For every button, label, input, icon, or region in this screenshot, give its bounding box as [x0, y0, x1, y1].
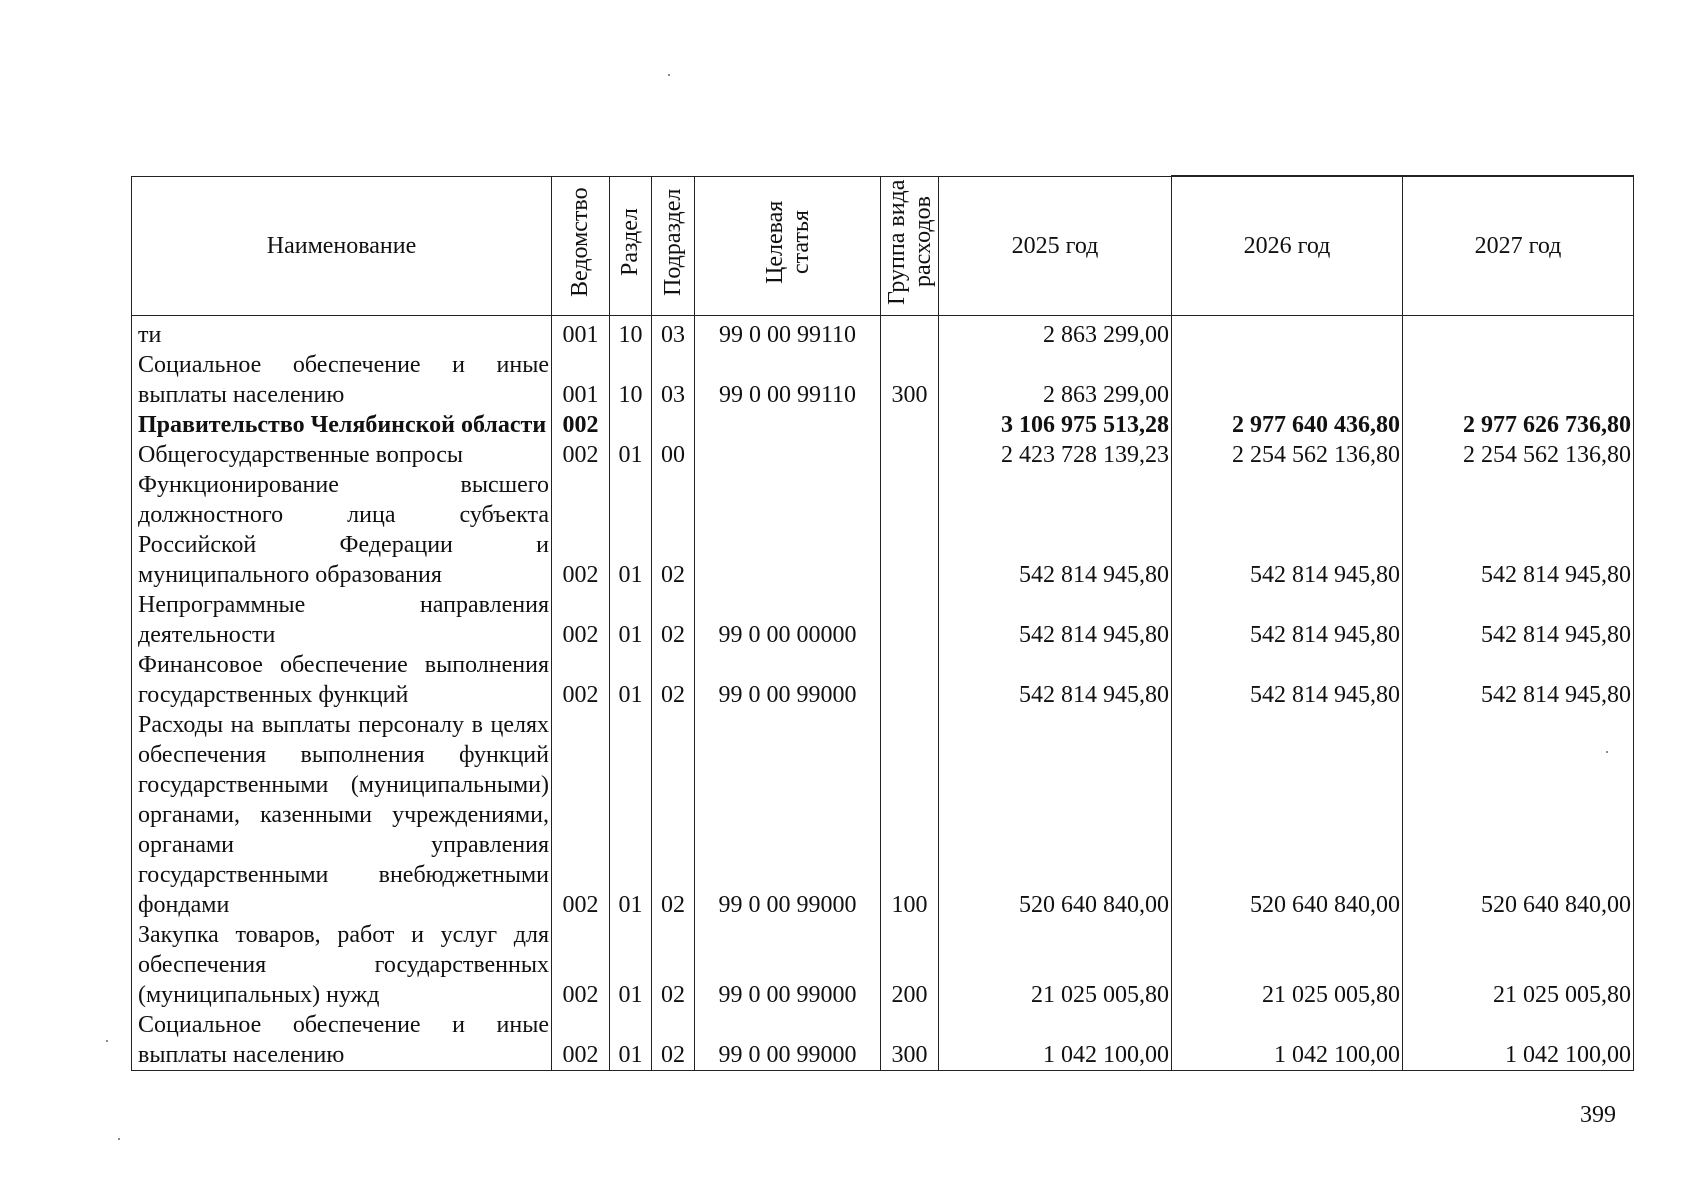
cell-year-2026	[1172, 350, 1403, 410]
cell-year-2027: 21 025 005,80	[1403, 920, 1634, 1010]
cell-section: 01	[610, 710, 652, 920]
cell-year-2026: 542 814 945,80	[1172, 590, 1403, 650]
scan-speck	[668, 74, 670, 76]
cell-year-2027: 2 977 626 736,80	[1403, 410, 1634, 440]
cell-year-2026: 2 977 640 436,80	[1172, 410, 1403, 440]
cell-name: ти	[132, 316, 552, 351]
table-row	[132, 590, 1634, 650]
cell-subsection: 02	[652, 710, 695, 920]
cell-year-2027	[1403, 316, 1634, 351]
cell-year-2025: 2 863 299,00	[939, 350, 1172, 410]
cell-section: 10	[610, 316, 652, 351]
cell-year-2026: 1 042 100,00	[1172, 1010, 1403, 1071]
table-row	[132, 920, 1634, 1010]
cell-name: Непрограммные направления деятельности	[132, 590, 552, 650]
cell-subsection: 02	[652, 590, 695, 650]
cell-subsection	[652, 410, 695, 440]
table-row	[132, 650, 1634, 710]
cell-year-2025: 21 025 005,80	[939, 920, 1172, 1010]
scan-speck	[106, 1040, 108, 1042]
cell-target-article	[695, 440, 881, 470]
cell-section: 01	[610, 920, 652, 1010]
cell-department: 002	[552, 710, 610, 920]
table-row	[132, 1010, 1634, 1071]
cell-year-2026: 2 254 562 136,80	[1172, 440, 1403, 470]
header-name: Наименование	[132, 176, 552, 316]
page-number: 399	[1580, 1102, 1616, 1128]
cell-expense-group: 200	[881, 920, 939, 1010]
cell-department: 001	[552, 350, 610, 410]
cell-department: 002	[552, 470, 610, 590]
cell-expense-group: 100	[881, 710, 939, 920]
cell-section: 01	[610, 470, 652, 590]
cell-expense-group	[881, 440, 939, 470]
table-row	[132, 470, 1634, 590]
header-target-article: Целевая статья	[695, 176, 881, 316]
cell-subsection: 02	[652, 650, 695, 710]
cell-year-2026: 542 814 945,80	[1172, 650, 1403, 710]
cell-subsection: 00	[652, 440, 695, 470]
cell-target-article	[695, 470, 881, 590]
header-subsection: Подраздел	[652, 176, 695, 316]
cell-year-2027: 2 254 562 136,80	[1403, 440, 1634, 470]
cell-target-article: 99 0 00 99000	[695, 1010, 881, 1071]
budget-table	[131, 175, 1634, 1071]
cell-target-article: 99 0 00 99000	[695, 650, 881, 710]
header-year-2027: 2027 год	[1403, 176, 1634, 316]
cell-year-2027: 542 814 945,80	[1403, 470, 1634, 590]
cell-target-article	[695, 410, 881, 440]
header-year-2025: 2025 год	[939, 176, 1172, 316]
cell-year-2025: 1 042 100,00	[939, 1010, 1172, 1071]
cell-expense-group: 300	[881, 350, 939, 410]
cell-year-2025: 542 814 945,80	[939, 590, 1172, 650]
scan-speck	[1606, 751, 1608, 753]
cell-name: Социальное обеспечение и иные выплаты населению	[132, 1010, 552, 1071]
cell-section: 10	[610, 350, 652, 410]
cell-subsection: 02	[652, 920, 695, 1010]
cell-expense-group	[881, 470, 939, 590]
cell-year-2026: 21 025 005,80	[1172, 920, 1403, 1010]
cell-name: Финансовое обеспечение выполнения государственных функций	[132, 650, 552, 710]
cell-year-2027: 542 814 945,80	[1403, 590, 1634, 650]
cell-target-article: 99 0 00 99000	[695, 920, 881, 1010]
table-body	[132, 316, 1634, 1071]
cell-section: 01	[610, 1010, 652, 1071]
table-row	[132, 350, 1634, 410]
header-expense-group: Группа вида расходов	[881, 176, 939, 316]
table-row	[132, 316, 1634, 351]
cell-subsection: 03	[652, 316, 695, 351]
header-section: Раздел	[610, 176, 652, 316]
cell-subsection: 03	[652, 350, 695, 410]
table-row	[132, 710, 1634, 920]
cell-year-2025: 542 814 945,80	[939, 470, 1172, 590]
cell-target-article: 99 0 00 00000	[695, 590, 881, 650]
cell-section: 01	[610, 590, 652, 650]
cell-name: Правительство Челябинской области	[132, 410, 552, 440]
cell-section: 01	[610, 650, 652, 710]
cell-name: Закупка товаров, работ и услуг для обеспечения государственных (муниципальных) нужд	[132, 920, 552, 1010]
cell-target-article: 99 0 00 99110	[695, 350, 881, 410]
table-row	[132, 440, 1634, 470]
cell-name: Расходы на выплаты персоналу в целях обеспечения выполнения функций государственными (муниципальными) органами, казенными учреждениями, органами управления государственными внебюджетными фондами	[132, 710, 552, 920]
cell-department: 002	[552, 650, 610, 710]
cell-expense-group: 300	[881, 1010, 939, 1071]
cell-year-2025: 542 814 945,80	[939, 650, 1172, 710]
cell-expense-group	[881, 316, 939, 351]
table-header-row	[132, 176, 1634, 316]
cell-year-2026	[1172, 316, 1403, 351]
cell-subsection: 02	[652, 1010, 695, 1071]
cell-name: Общегосударственные вопросы	[132, 440, 552, 470]
cell-year-2026: 520 640 840,00	[1172, 710, 1403, 920]
cell-year-2027	[1403, 350, 1634, 410]
cell-section	[610, 410, 652, 440]
cell-department: 002	[552, 410, 610, 440]
cell-department: 002	[552, 440, 610, 470]
cell-expense-group	[881, 590, 939, 650]
cell-year-2025: 2 423 728 139,23	[939, 440, 1172, 470]
cell-department: 002	[552, 1010, 610, 1071]
cell-subsection: 02	[652, 470, 695, 590]
cell-year-2025: 520 640 840,00	[939, 710, 1172, 920]
table-row	[132, 410, 1634, 440]
cell-section: 01	[610, 440, 652, 470]
cell-target-article: 99 0 00 99110	[695, 316, 881, 351]
cell-department: 002	[552, 590, 610, 650]
cell-year-2025: 2 863 299,00	[939, 316, 1172, 351]
cell-expense-group	[881, 410, 939, 440]
header-year-2026: 2026 год	[1172, 176, 1403, 316]
cell-year-2027: 520 640 840,00	[1403, 710, 1634, 920]
cell-name: Функционирование высшего должностного лица субъекта Российской Федерации и муниципального образования	[132, 470, 552, 590]
cell-year-2027: 542 814 945,80	[1403, 650, 1634, 710]
cell-year-2025: 3 106 975 513,28	[939, 410, 1172, 440]
scan-speck	[118, 1138, 120, 1140]
cell-year-2026: 542 814 945,80	[1172, 470, 1403, 590]
cell-department: 001	[552, 316, 610, 351]
cell-expense-group	[881, 650, 939, 710]
cell-name: Социальное обеспечение и иные выплаты населению	[132, 350, 552, 410]
cell-target-article: 99 0 00 99000	[695, 710, 881, 920]
header-department: Ведомство	[552, 176, 610, 316]
cell-year-2027: 1 042 100,00	[1403, 1010, 1634, 1071]
cell-department: 002	[552, 920, 610, 1010]
